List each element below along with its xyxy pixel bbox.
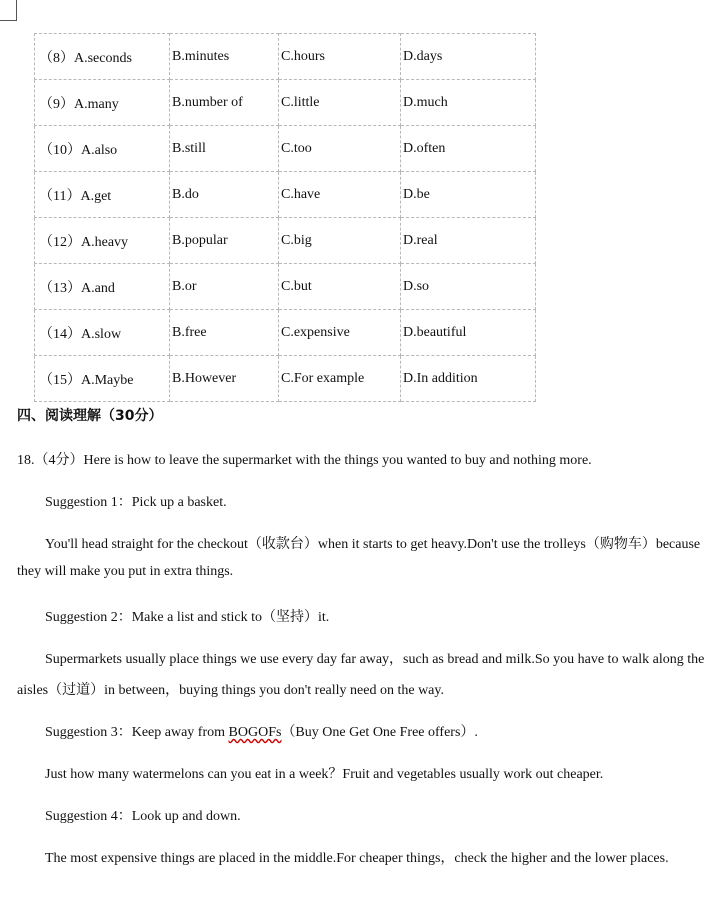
option-a-cell: （11）A.get <box>35 172 170 218</box>
option-b-cell: B.or <box>170 264 279 310</box>
section-heading: 四、阅读理解（30分） <box>17 408 163 424</box>
suggestion-3-title-suffix: （Buy One Get One Free offers）. <box>281 725 478 740</box>
suggestion-4-body: The most expensive things are placed in the middle.For cheaper things，check the higher and the lower places. <box>45 851 669 866</box>
option-c-cell: C.big <box>279 218 401 264</box>
table-row <box>35 264 536 310</box>
suggestion-4-title: Suggestion 4：Look up and down. <box>45 809 241 824</box>
option-a-cell: （13）A.and <box>35 264 170 310</box>
table-row <box>35 310 536 356</box>
option-b-cell: B.still <box>170 126 279 172</box>
option-d-cell: D.real <box>401 218 536 264</box>
option-c-cell: C.but <box>279 264 401 310</box>
option-c-cell: C.little <box>279 80 401 126</box>
option-b-cell: B.do <box>170 172 279 218</box>
table-row <box>35 172 536 218</box>
option-d-cell: D.In addition <box>401 356 536 402</box>
option-a-cell: （14）A.slow <box>35 310 170 356</box>
option-b-cell: B.popular <box>170 218 279 264</box>
option-a-cell: （10）A.also <box>35 126 170 172</box>
suggestion-1-body-line-1: You'll head straight for the checkout（收款台）when it starts to get heavy.Don't use the trolleys（购物车）because <box>45 537 701 552</box>
table-row <box>35 126 536 172</box>
option-c-cell: C.For example <box>279 356 401 402</box>
suggestion-1-body-line-2: they will make you put in extra things. <box>17 564 234 579</box>
option-a-cell: （12）A.heavy <box>35 218 170 264</box>
option-b-cell: B.However <box>170 356 279 402</box>
option-d-cell: D.days <box>401 34 536 80</box>
option-d-cell: D.beautiful <box>401 310 536 356</box>
suggestion-3-body: Just how many watermelons can you eat in a week？Fruit and vegetables usually work out cheaper. <box>45 767 604 782</box>
question-intro: 18.（4分）Here is how to leave the supermarket with the things you wanted to buy and nothing more. <box>17 453 592 468</box>
options-table <box>34 33 536 402</box>
suggestion-2-body-line-2: aisles（过道）in between，buying things you don't really need on the way. <box>17 683 444 698</box>
table-row <box>35 218 536 264</box>
bogofs-term: BOGOFs <box>228 725 282 740</box>
suggestion-3-title-prefix: Suggestion 3：Keep away from <box>45 725 229 740</box>
option-b-cell: B.free <box>170 310 279 356</box>
option-c-cell: C.expensive <box>279 310 401 356</box>
option-b-cell: B.minutes <box>170 34 279 80</box>
option-c-cell: C.hours <box>279 34 401 80</box>
suggestion-2-body-line-1: Supermarkets usually place things we use every day far away，such as bread and milk.So you have to walk along the <box>45 652 705 667</box>
option-d-cell: D.much <box>401 80 536 126</box>
table-row <box>35 34 536 80</box>
option-a-cell: （15）A.Maybe <box>35 356 170 402</box>
option-c-cell: C.have <box>279 172 401 218</box>
option-b-cell: B.number of <box>170 80 279 126</box>
table-row <box>35 80 536 126</box>
option-a-cell: （8）A.seconds <box>35 34 170 80</box>
option-d-cell: D.often <box>401 126 536 172</box>
options-table-body <box>35 34 536 402</box>
option-c-cell: C.too <box>279 126 401 172</box>
page-corner-mark <box>0 0 17 21</box>
table-row <box>35 356 536 402</box>
suggestion-3-title <box>45 721 478 741</box>
suggestion-2-title: Suggestion 2：Make a list and stick to（坚持）it. <box>45 610 330 625</box>
option-d-cell: D.be <box>401 172 536 218</box>
suggestion-1-title: Suggestion 1：Pick up a basket. <box>45 495 227 510</box>
option-a-cell: （9）A.many <box>35 80 170 126</box>
option-d-cell: D.so <box>401 264 536 310</box>
